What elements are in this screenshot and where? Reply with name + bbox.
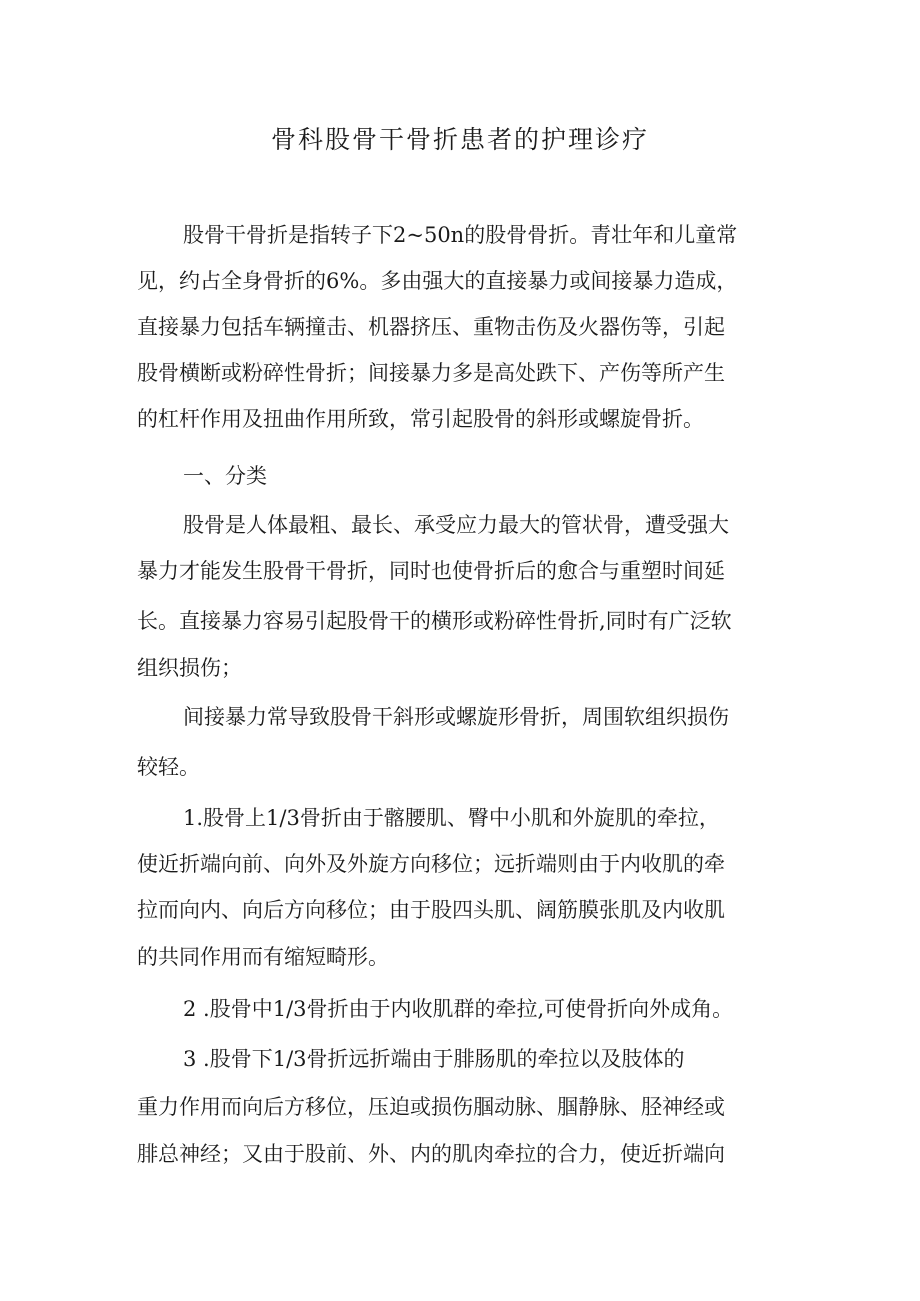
paragraph-line: 股骨干骨折是指转子下2~50n的股骨骨折。青壮年和儿童常 — [183, 223, 738, 247]
list-item-line: 重力作用而向后方移位，压迫或损伤腘动脉、腘静脉、胫神经或 — [137, 1095, 725, 1119]
paragraph-line: 股骨横断或粉碎性骨折；间接暴力多是高处跌下、产伤等所产生 — [137, 361, 725, 385]
section-heading: 一、分类 — [183, 464, 267, 488]
paragraph-line: 直接暴力包括车辆撞击、机器挤压、重物击伤及火器伤等，引起 — [137, 315, 725, 339]
paragraph-line: 的杠杆作用及扭曲作用所致，常引起股骨的斜形或螺旋骨折。 — [137, 407, 704, 431]
paragraph-line: 见，约占全身骨折的6%。多由强大的直接暴力或间接暴力造成， — [137, 269, 738, 293]
document-title: 骨科股骨干骨折患者的护理诊疗 — [270, 125, 649, 154]
paragraph-line: 组织损伤； — [137, 656, 242, 680]
list-item-line: 3 .股骨下1/3骨折远折端由于腓肠肌的牵拉以及肢体的 — [183, 1047, 685, 1071]
paragraph-line: 股骨是人体最粗、最长、承受应力最大的管状骨，遭受强大 — [183, 513, 729, 537]
paragraph-line: 较轻。 — [137, 755, 200, 779]
list-item-line: 拉而向内、向后方向移位；由于股四头肌、阔筋膜张肌及内收肌 — [137, 898, 725, 922]
paragraph-line: 间接暴力常导致股骨干斜形或螺旋形骨折，周围软组织损伤 — [183, 705, 729, 729]
list-item-line: 的共同作用而有缩短畸形。 — [137, 945, 389, 969]
list-item-line: 1.股骨上1/3骨折由于髂腰肌、臀中小肌和外旋肌的牵拉， — [183, 806, 720, 830]
list-item-line: 2 .股骨中1/3骨折由于内收肌群的牵拉,可使骨折向外成角。 — [183, 997, 734, 1021]
list-item-line: 腓总神经；又由于股前、外、内的肌肉牵拉的合力，使近折端向 — [137, 1142, 725, 1166]
list-item-line: 使近折端向前、向外及外旋方向移位；远折端则由于内收肌的牵 — [137, 852, 725, 876]
paragraph-line: 长。直接暴力容易引起股骨干的横形或粉碎性骨折,同时有广泛软 — [137, 609, 732, 633]
paragraph-line: 暴力才能发生股骨干骨折，同时也使骨折后的愈合与重塑时间延 — [137, 559, 725, 583]
